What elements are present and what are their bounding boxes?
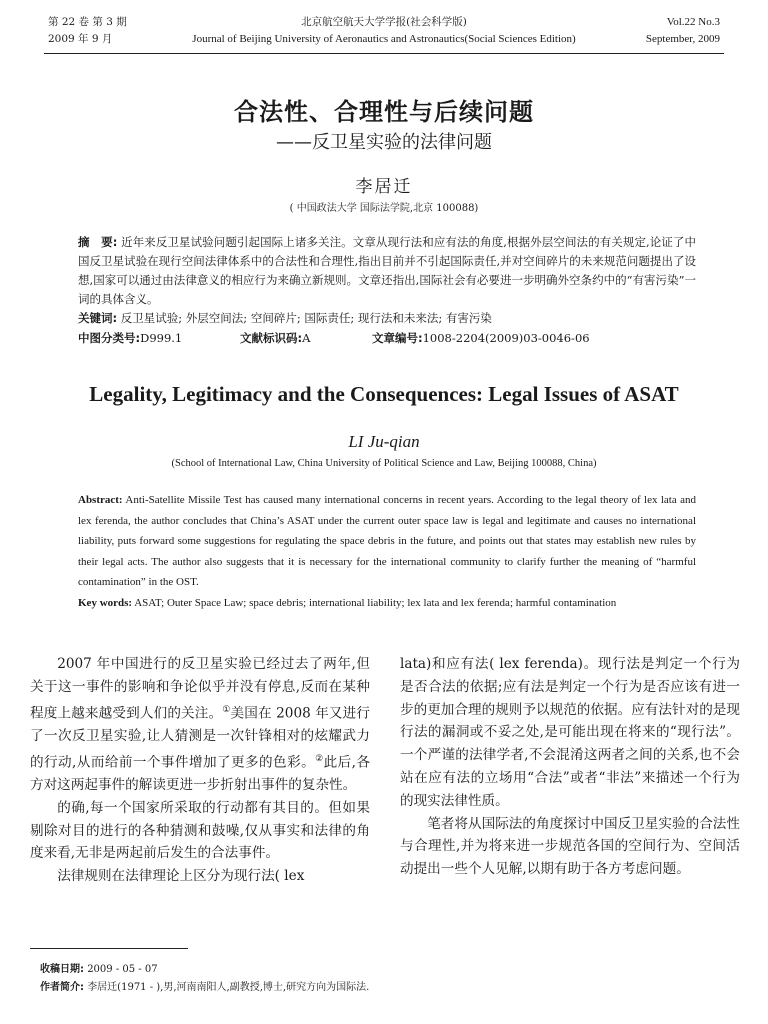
doc-code — [240, 330, 310, 346]
paragraph-text: 美国在 2008 年又进行了一次反卫星实验,让人猜测是一次针锋相对的炫耀武力的行动,从而给前一个事件增加了更多的色彩。 — [30, 705, 370, 771]
received-label: 收稿日期: — [40, 964, 84, 975]
doccode-label: 文献标识码: — [240, 331, 303, 345]
bio-value: 李居迁(1971 - ),男,河南南阳人,副教授,博士,研究方向为国际法. — [87, 982, 370, 993]
body-paragraph: 笔者将从国际法的角度探讨中国反卫星实验的合法性与合理性,并为将来进一步规范各国的空间行为、空间活动提出一些个人见解,以期有助于各方考虑问题。 — [400, 815, 740, 878]
paragraph-text: 2007 年中国进行的反卫星实验已经过去了两年,但关于这一事件的影响和争论似乎并没有停息,反而在某种程度上越来越受到人们的关注。 — [30, 656, 370, 722]
english-keywords-label: Key words: — [78, 596, 133, 609]
clc-value: D999.1 — [140, 331, 183, 345]
header-volume: 第 22 卷 第 3 期 — [48, 16, 127, 28]
body-paragraph: lata)和应有法( lex ferenda)。现行法是判定一个行为是否合法的依据;应有法是判定一个行为是否应该有进一步的更加合理的规则予以规范的依据。应有法针对的是现行法的漏洞或不妥之处,是可能出现在将来的“现行法”。一个严谨的法律学者,不会混淆这两者之间的关系,也不会站在应有法的立场用“合法”或者“非法”来描述一个行为的现实法律性质。 — [400, 656, 740, 809]
body-text — [30, 653, 740, 939]
body-paragraph — [30, 653, 370, 797]
header-divider — [44, 53, 724, 54]
article-affiliation: ( 中国政法大学 国际法学院,北京 100088) — [289, 203, 479, 214]
running-header — [48, 14, 720, 50]
article-number — [372, 330, 590, 346]
english-abstract — [78, 490, 696, 613]
author-bio — [40, 978, 369, 993]
clc-label: 中图分类号: — [78, 331, 141, 345]
bio-label: 作者简介: — [40, 982, 84, 993]
article-title: 合法性、合理性与后续问题 — [234, 98, 534, 126]
header-journal-zh: 北京航空航天大学学报(社会科学版) — [301, 16, 467, 28]
body-column-right — [400, 653, 740, 881]
articleno-label: 文章编号: — [372, 331, 423, 345]
english-affiliation: (School of International Law, China University of Political Science and Law, Beijing 100088, China) — [171, 458, 597, 469]
footnote-ref[interactable]: ① — [222, 704, 231, 715]
body-column-left — [30, 653, 370, 888]
footnote-ref[interactable]: ② — [315, 753, 324, 764]
header-journal-en: Journal of Beijing University of Aeronautics and Astronautics(Social Sciences Edition) — [192, 33, 576, 45]
body-paragraph: 的确,每一个国家所采取的行动都有其目的。但如果剔除对目的进行的各种猜测和鼓噪,仅从事实和法律的角度来看,无非是两起前后发生的合法事件。 — [30, 799, 370, 862]
received-date — [40, 960, 158, 975]
header-issue-info — [646, 14, 720, 48]
article-author: 李居迁 — [355, 177, 413, 197]
articleno-value: 1008-2204(2009)03-0046-06 — [422, 331, 590, 345]
body-paragraph: 法律规则在法律理论上区分为现行法( lex — [57, 868, 305, 885]
english-title: Legality, Legitimacy and the Consequences: Legal Issues of ASAT — [89, 382, 679, 406]
english-author: LI Ju-qian — [348, 432, 420, 451]
footnote-divider — [30, 948, 188, 949]
abstract-label: 摘 要: — [78, 235, 118, 249]
classification-row — [78, 330, 696, 348]
english-abstract-text: Anti-Satellite Missile Test has caused many international concerns in recent years. According to the legal theory of lex lata and lex ferenda, the author concludes that China’s ASAT under the current outer space law is legal and legitimate and causes no international liability, puts forward some suggestions for regulating the space debris in the future, and points out that states may establish new rules by their legal acts. The author also suggests that it is necessary for the international community to clarify further the meaning of “harmful contamination” in the OST. — [78, 494, 696, 588]
clc-code — [78, 330, 182, 346]
received-value: 2009 - 05 - 07 — [87, 964, 158, 975]
doccode-value: A — [302, 331, 311, 345]
abstract-text: 近年来反卫星试验问题引起国际上诸多关注。文章从现行法和应有法的角度,根据外层空间法的有关规定,论证了中国反卫星试验在现行空间法律体系中的合法性和合理性,指出目前并不引起国际责任,并对空间碎片的未来规范问题提出了设想,国家可以通过由法律意义的相应行为来确立新规则。文章还指出,国际社会有必要进一步明确外空条约中的“有害污染”一词的具体含义。 — [78, 235, 697, 306]
header-vol-no: Vol.22 No.3 — [666, 16, 720, 28]
header-month: September, 2009 — [645, 33, 720, 45]
paragraph-text: 此后,各方对这两起事件的解读更进一步折射出事件的复杂性。 — [30, 754, 370, 794]
keywords-text: 反卫星试验; 外层空间法; 空间碎片; 国际责任; 现行法和未来法; 有害污染 — [120, 311, 492, 325]
chinese-abstract — [78, 233, 696, 328]
header-journal — [48, 14, 720, 48]
article-subtitle: ——反卫星实验的法律问题 — [276, 132, 492, 153]
english-abstract-label: Abstract: — [78, 494, 123, 506]
english-keywords-text: ASAT; Outer Space Law; space debris; international liability; lex lata and lex ferenda; harmful contamination — [134, 596, 617, 609]
header-date: 2009 年 9 月 — [48, 33, 113, 45]
keywords-label: 关键词: — [78, 311, 118, 325]
